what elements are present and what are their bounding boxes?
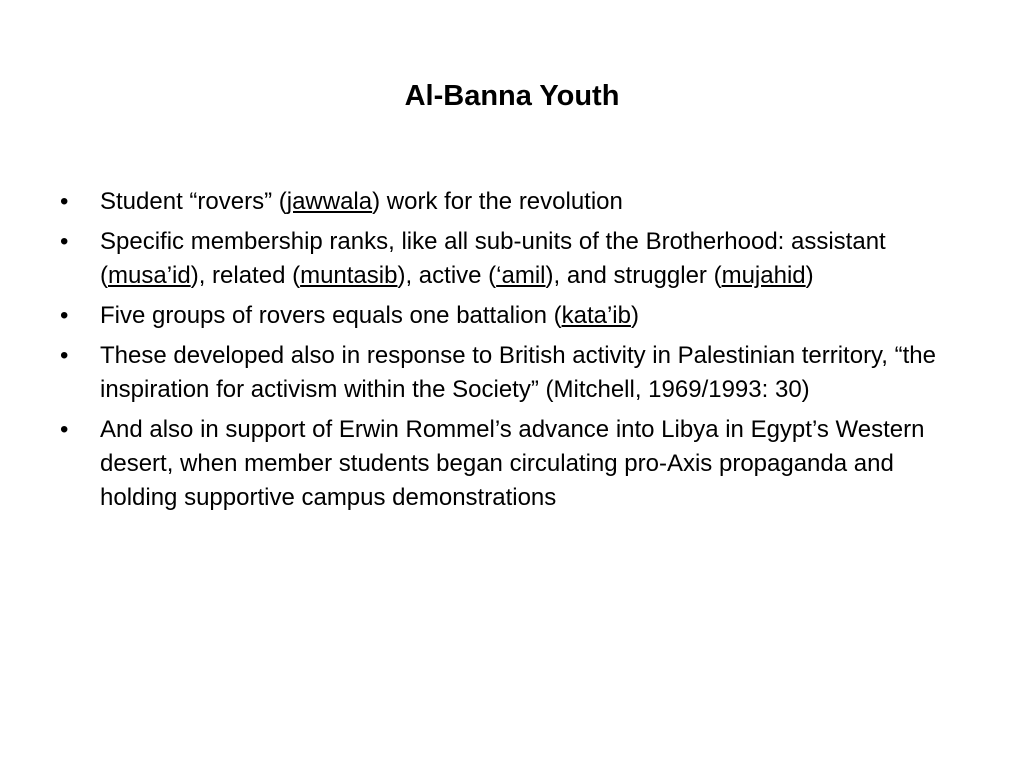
bullet-item (60, 185, 960, 219)
bullet-text (100, 342, 936, 403)
arabic-term: musa’id (108, 262, 191, 289)
bullet-text-segment: Five groups of rovers equals one battalion ( (100, 302, 562, 329)
bullet-item (60, 339, 960, 407)
slide-title: Al-Banna Youth (404, 80, 620, 112)
bullet-text (100, 188, 623, 215)
arabic-term: kata’ib (561, 302, 631, 329)
arabic-term: ‘amil (496, 262, 546, 289)
bullet-text (100, 302, 639, 329)
arabic-term: jawwala (286, 188, 373, 215)
bullet-text-segment: ), and struggler ( (545, 262, 722, 289)
bullet-text (100, 416, 924, 511)
bullet-text (100, 228, 886, 289)
bullet-text-segment: These developed also in response to British activity in Palestinian territory, “the inspiration for activism within the Society” (Mitchell, 1969/1993: 30) (100, 342, 936, 403)
bullet-text-segment: ), related ( (190, 262, 301, 289)
arabic-term: mujahid (721, 262, 806, 289)
bullet-point-icon: • (60, 228, 69, 255)
bullet-text-segment: ) work for the revolution (372, 188, 623, 215)
bullet-point-icon: • (60, 188, 69, 215)
bullet-text-segment: ) (805, 262, 814, 289)
bullet-point-icon: • (60, 416, 69, 443)
bullet-item (60, 225, 960, 293)
bullet-list (60, 185, 960, 521)
bullet-point-icon: • (60, 302, 69, 329)
bullet-item (60, 299, 960, 333)
bullet-text-segment: Specific membership ranks, like all sub-units of the Brotherhood: assistant ( (100, 228, 886, 289)
bullet-text-segment: ) (630, 302, 639, 329)
bullet-item (60, 413, 960, 515)
bullet-text-segment: Student “rovers” ( (100, 188, 287, 215)
bullet-point-icon: • (60, 342, 69, 369)
bullet-text-segment: ), active ( (397, 262, 497, 289)
arabic-term: muntasib (300, 262, 398, 289)
bullet-text-segment: And also in support of Erwin Rommel’s advance into Libya in Egypt’s Western desert, when member students began circulating pro-Axis propaganda and holding supportive campus demonstrations (100, 416, 925, 511)
